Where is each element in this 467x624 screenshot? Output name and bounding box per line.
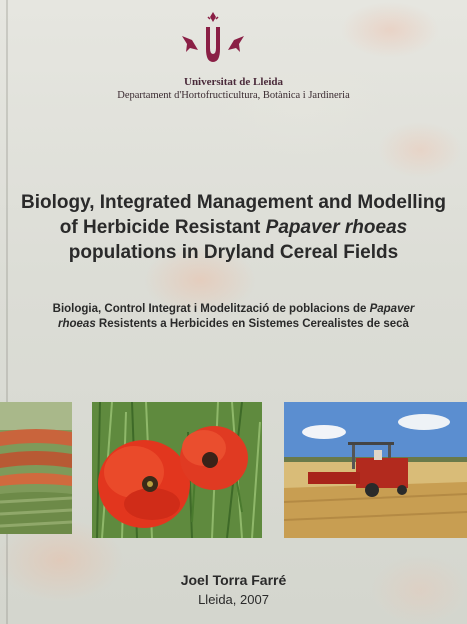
species-name: Papaver rhoeas — [265, 217, 408, 238]
subtitle-line-2: rhoeas Resistents a Herbicides en Sistemes Cerealistes de secà — [58, 318, 409, 330]
thesis-title — [0, 190, 467, 265]
place-date: Lleida, 2007 — [198, 592, 269, 607]
subtitle-line-1: Biologia, Control Integrat i Modelització de poblacions de Papaver — [52, 303, 415, 315]
thesis-subtitle — [0, 302, 467, 332]
title-line-1: Biology, Integrated Management and Modelling — [20, 192, 447, 213]
department-name: Departament d'Hortofructicultura, Botànica i Jardineria — [117, 90, 350, 101]
poppy-field-photo — [0, 402, 72, 534]
title-line-2: of Herbicide Resistant Papaver rhoeas — [59, 217, 408, 238]
author-name: Joel Torra Farré — [180, 572, 287, 588]
poppy-flowers-photo — [92, 402, 262, 538]
university-name: Universitat de Lleida — [184, 76, 283, 88]
title-line-3: populations in Dryland Cereal Fields — [68, 242, 399, 263]
university-logo-icon — [178, 12, 248, 74]
harvester-field-photo — [284, 402, 467, 538]
